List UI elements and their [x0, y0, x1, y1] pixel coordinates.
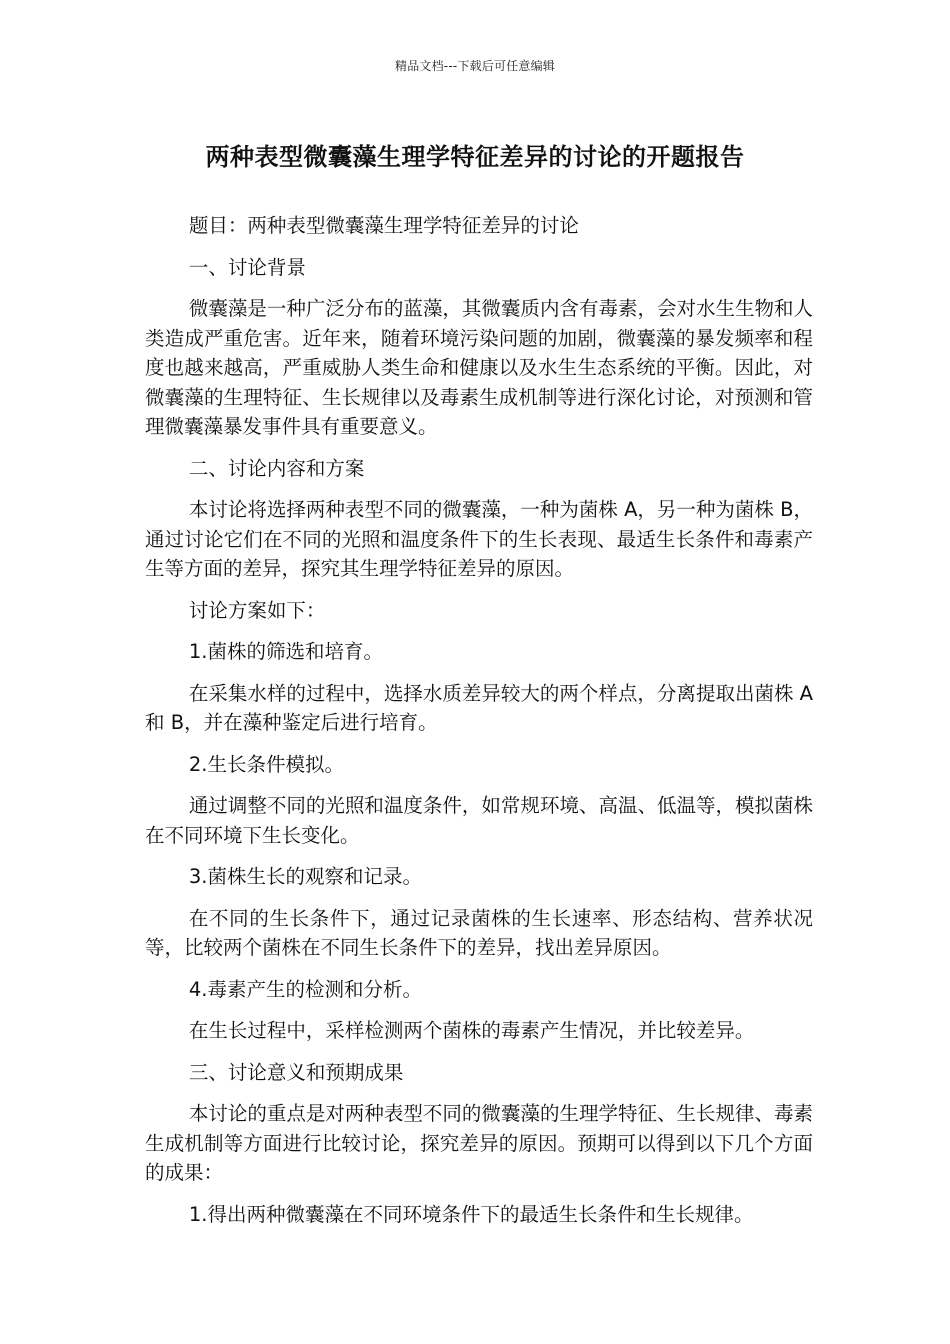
- paragraph-content: 本讨论将选择两种表型不同的微囊藻，一种为菌株 A，另一种为菌株 B，通过讨论它们在不同的光照和温度条件下的生长表现、最适生长条件和毒素产生等方面的差异，探究其生理学特征差异的原因。: [145, 498, 813, 580]
- plan-step-1-title: 1.菌株的筛选和培育。: [188, 640, 383, 663]
- paragraph-background: 微囊藻是一种广泛分布的蓝藻，其微囊质内含有毒素，会对水生生物和人类造成严重危害。近年来，随着环境污染问题的加剧，微囊藻的暴发频率和程度也越来越高，严重威胁人类生命和健康以及水生生态系统的平衡。因此，对微囊藻的生理特征、生长规律以及毒素生成机制等进行深化讨论，对预测和管理微囊藻暴发事件具有重要意义。: [145, 297, 813, 438]
- plan-intro: 讨论方案如下：: [188, 598, 326, 622]
- section-heading-significance: 三、讨论意义和预期成果: [188, 1060, 404, 1084]
- header-note: 精品文档---下载后可任意编辑: [395, 59, 555, 73]
- plan-step-2-text: 通过调整不同的光照和温度条件，如常规环境、高温、低温等，模拟菌株在不同环境下生长变化。: [145, 794, 813, 847]
- plan-step-1-text: 在采集水样的过程中，选择水质差异较大的两个样点，分离提取出菌株 A 和 B，并在藻种鉴定后进行培育。: [145, 681, 813, 734]
- plan-step-3-title: 3.菌株生长的观察和记录。: [188, 865, 422, 888]
- plan-step-4-text: 在生长过程中，采样检测两个菌株的毒素产生情况，并比较差异。: [188, 1019, 755, 1042]
- document-title: 两种表型微囊藻生理学特征差异的讨论的开题报告: [205, 143, 745, 171]
- paragraph-significance: 本讨论的重点是对两种表型不同的微囊藻的生理学特征、生长规律、毒素生成机制等方面进行比较讨论，探究差异的原因。预期可以得到以下几个方面的成果：: [145, 1102, 813, 1184]
- plan-step-3-text: 在不同的生长条件下，通过记录菌株的生长速率、形态结构、营养状况等，比较两个菌株在不同生长条件下的差异，找出差异原因。: [145, 906, 813, 959]
- plan-step-2-title: 2.生长条件模拟。: [188, 752, 344, 776]
- section-heading-content-plan: 二、讨论内容和方案: [188, 456, 365, 480]
- plan-step-4-title: 4.毒素产生的检测和分析。: [188, 977, 422, 1001]
- document-body: [145, 211, 813, 1241]
- topic-line: 题目：两种表型微囊藻生理学特征差异的讨论: [188, 214, 579, 237]
- expected-result-1: 1.得出两种微囊藻在不同环境条件下的最适生长条件和生长规律。: [188, 1202, 754, 1226]
- section-heading-background: 一、讨论背景: [188, 255, 306, 279]
